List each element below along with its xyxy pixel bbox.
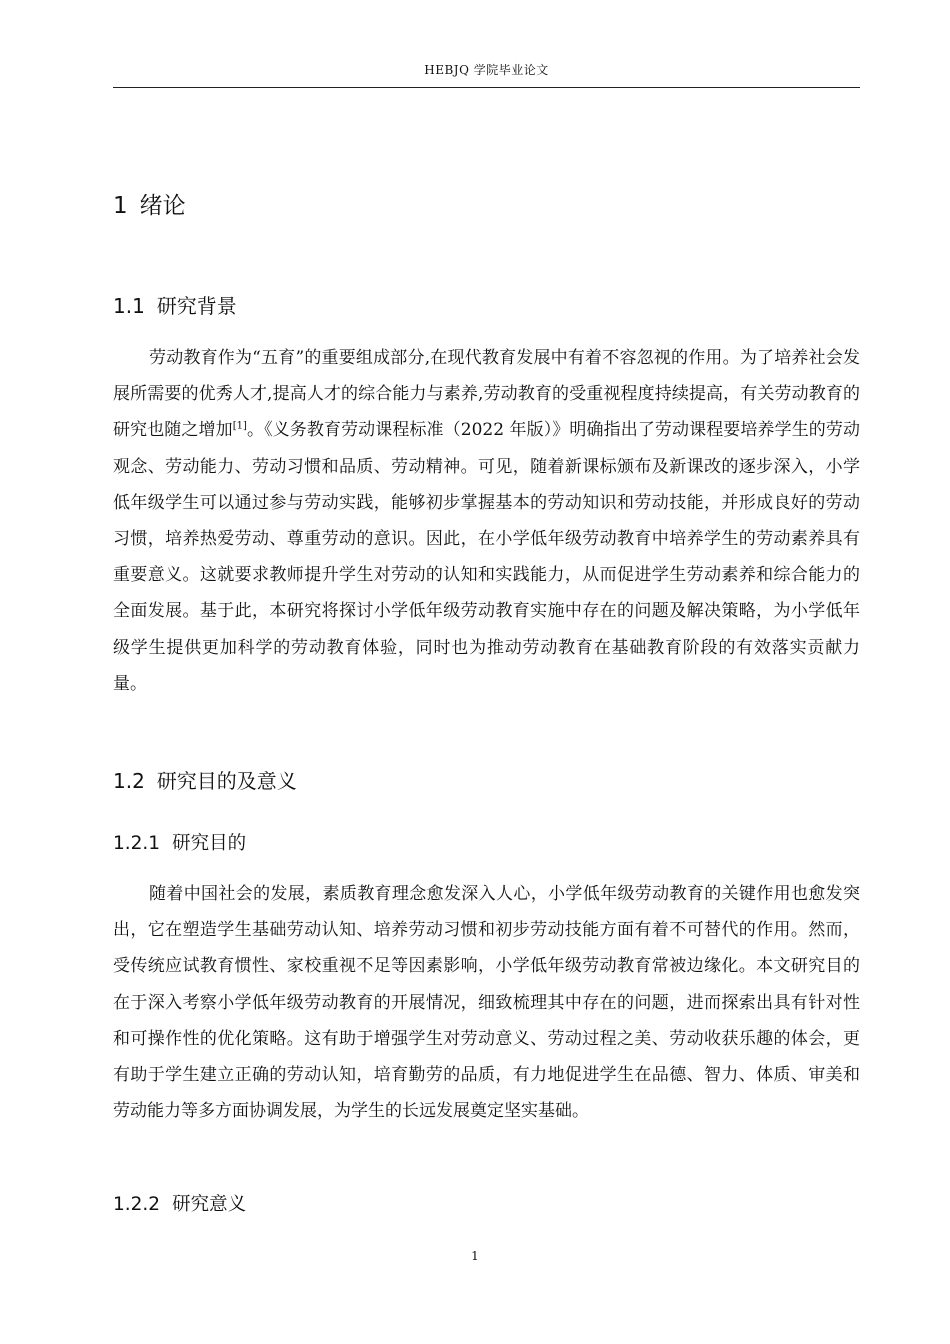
section-title: 研究背景 bbox=[156, 294, 237, 318]
chapter-title: 绪论 bbox=[139, 193, 186, 219]
citation-ref: [1] bbox=[232, 420, 247, 432]
section-heading-1-2 bbox=[113, 765, 297, 794]
page-number: 1 bbox=[471, 1249, 479, 1263]
paragraph-research-background bbox=[113, 340, 860, 702]
paragraph-text-continued: 。《义务教育劳动课程标准（2022 年版）》明确指出了劳动课程要培养学生的劳动观念、劳动能力、劳动习惯和品质、劳动精神。可见，随着新课标颁布及新课改的逐步深入，小学低年级学生可以通过参与劳动实践，能够初步掌握基本的劳动知识和劳动技能，并形成良好的劳动习惯，培养热爱劳动、尊重劳动的意识。因此，在小学低年级劳动教育中培养学生的劳动素养具有重要意义。这就要求教师提升学生对劳动的认知和实践能力，从而促进学生劳动素养和综合能力的全面发展。基于此，本研究将探讨小学低年级劳动教育实施中存在的问题及解决策略，为小学低年级学生提供更加科学的劳动教育体验，同时也为推动劳动教育在基础教育阶段的有效落实贡献力量。 bbox=[113, 420, 861, 694]
section-heading-1-1 bbox=[113, 290, 237, 319]
section-number: 1.1 bbox=[113, 294, 145, 318]
subsection-number: 1.2.1 bbox=[113, 833, 161, 854]
chapter-heading bbox=[113, 187, 186, 220]
running-header bbox=[113, 61, 860, 88]
paragraph-research-purpose: 随着中国社会的发展，素质教育理念愈发深入人心，小学低年级劳动教育的关键作用也愈发突出，它在塑造学生基础劳动认知、培养劳动习惯和初步劳动技能方面有着不可替代的作用。然而，受传统应试教育惯性、家校重视不足等因素影响，小学低年级劳动教育常被边缘化。本文研究目的在于深入考察小学低年级劳动教育的开展情况，细致梳理其中存在的问题，进而探索出具有针对性和可操作性的优化策略。这有助于增强学生对劳动意义、劳动过程之美、劳动收获乐趣的体会，更有助于学生建立正确的劳动认知，培育勤劳的品质，有力地促进学生在品德、智力、体质、审美和劳动能力等多方面协调发展，为学生的长远发展奠定坚实基础。 bbox=[113, 884, 860, 1122]
subsection-heading-1-2-1 bbox=[113, 829, 246, 855]
subsection-number: 1.2.2 bbox=[113, 1194, 161, 1215]
subsection-title: 研究意义 bbox=[172, 1194, 247, 1215]
paragraph-text: 劳动教育作为“五育”的重要组成部分,在现代教育发展中有着不容忽视的作用。为了培养社会发展所需要的优秀人才,提高人才的综合能力与素养,劳动教育的受重视程度持续提高，有关劳动教育的研究也随之增加 bbox=[113, 348, 860, 441]
chapter-number: 1 bbox=[113, 193, 128, 219]
subsection-heading-1-2-2 bbox=[113, 1190, 246, 1216]
subsection-title: 研究目的 bbox=[172, 833, 247, 854]
header-text: HEBJQ 学院毕业论文 bbox=[424, 63, 549, 77]
section-title: 研究目的及意义 bbox=[156, 769, 297, 793]
section-number: 1.2 bbox=[113, 769, 145, 793]
